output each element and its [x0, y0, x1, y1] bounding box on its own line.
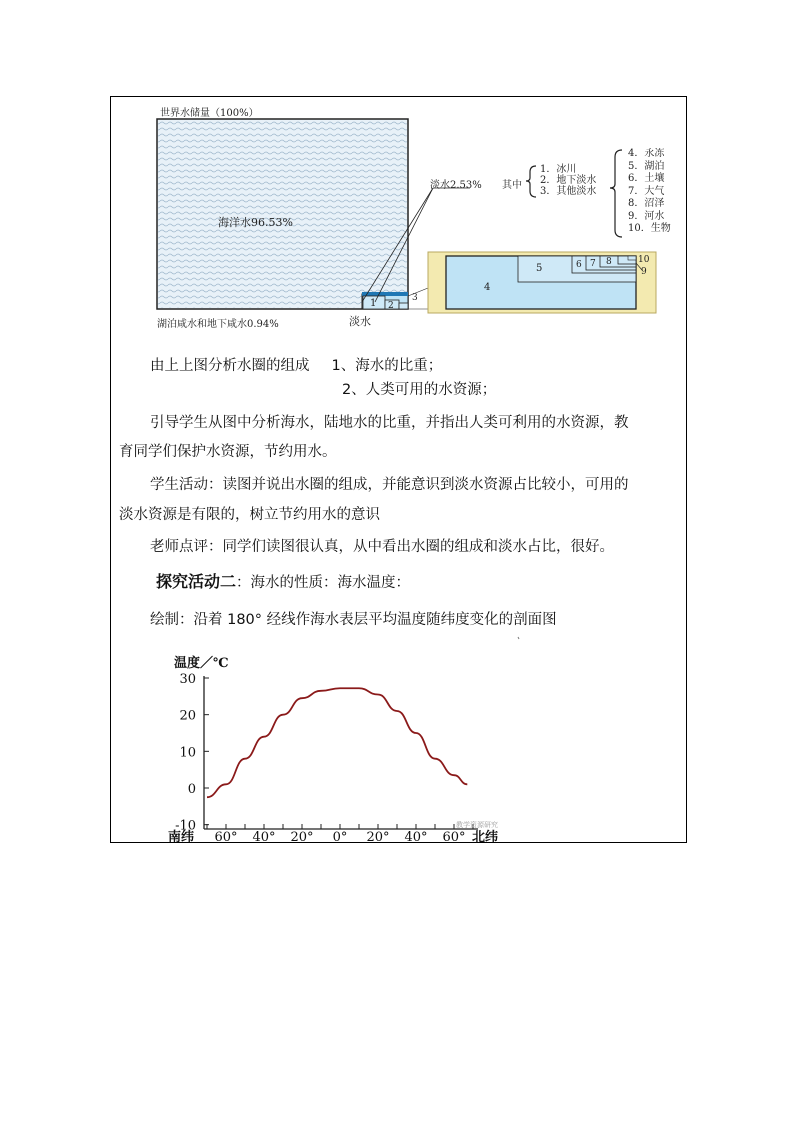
draw-instruction: 绘制：沿着 180° 经线作海水表层平均温度随纬度变化的剖面图 [150, 612, 557, 628]
teacher-comment: 老师点评：同学们读图很认真，从中看出水圈的组成和淡水占比，很好。 [150, 539, 614, 555]
box-number-3: 3 [412, 293, 418, 303]
x-tick-label: 40° [252, 830, 276, 845]
ocean-label: 海洋水96.53% [218, 216, 293, 229]
other-item: 9．河水 [628, 210, 665, 222]
activity-rest: ：海水的性质：海水温度： [236, 575, 411, 591]
x-label-south: 南纬 [167, 830, 194, 845]
box-number-6: 6 [576, 260, 582, 270]
y-axis-label: 温度／℃ [174, 656, 229, 671]
student-line-1: 学生活动：读图并说出水圈的组成，并能意识到淡水资源占比较小，可用的 [150, 477, 629, 493]
other-item: 8．沼泽 [628, 198, 665, 209]
other-item: 5．湖泊 [628, 160, 665, 172]
y-tick-label: -10 [175, 818, 196, 834]
other-item: 4．永冻 [628, 148, 665, 159]
activity-title: 探究活动二 [156, 572, 237, 591]
fresh-item: 1．冰川 [540, 164, 577, 175]
salt-water-label: 湖泊咸水和地下咸水0.94% [157, 319, 279, 330]
x-tick-label: 60° [214, 830, 238, 845]
fresh-bottom-label: 淡水 [349, 315, 371, 328]
of-which-label: 其中 [502, 180, 522, 191]
y-tick-label: 0 [187, 782, 196, 797]
item-1: 1、海水的比重； [331, 358, 443, 374]
other-item: 7．大气 [628, 185, 665, 197]
x-label-north: 北纬 [472, 830, 499, 845]
temperature-curve [207, 688, 467, 797]
guide-line-1: 引导学生从图中分析海水，陆地水的比重，并指出人类可利用的水资源，教 [150, 415, 629, 431]
watermark: 教学资源研究 [456, 821, 498, 829]
box-number-1: 1 [370, 298, 377, 309]
box-number-4: 4 [484, 282, 491, 293]
box-number-10: 10 [638, 255, 650, 265]
y-tick-label: 10 [179, 745, 196, 761]
world-water-label: 世界水储量（100%） [160, 108, 259, 119]
box-number-2: 2 [388, 301, 394, 311]
box-number-5: 5 [536, 263, 543, 274]
other-item: 10．生物 [628, 223, 671, 234]
box-number-7: 7 [590, 259, 596, 269]
y-tick-label: 30 [179, 672, 196, 687]
x-tick-label: 0° [332, 830, 348, 845]
x-tick-label: 40° [404, 830, 428, 845]
x-tick-label: 20° [366, 830, 390, 845]
x-tick-label: 20° [290, 830, 314, 845]
fresh-water-label: 淡水2.53% [430, 180, 482, 191]
other-item: 6．土壤 [628, 173, 665, 184]
y-tick-label: 20 [179, 708, 196, 724]
item-2: 2、人类可用的水资源； [342, 382, 497, 398]
stray-mark [518, 637, 519, 639]
student-line-2: 淡水资源是有限的，树立节约用水的意识 [119, 507, 380, 523]
fresh-item: 2．地下淡水 [540, 175, 597, 186]
guide-line-2: 育同学们保护水资源，节约用水。 [119, 444, 337, 460]
analysis-text: 由上上图分析水圈的组成 [150, 358, 310, 374]
x-tick-label: 60° [442, 830, 466, 845]
fresh-item: 3．其他淡水 [540, 186, 597, 197]
box-number-9: 9 [641, 267, 647, 277]
box-number-8: 8 [606, 257, 612, 267]
